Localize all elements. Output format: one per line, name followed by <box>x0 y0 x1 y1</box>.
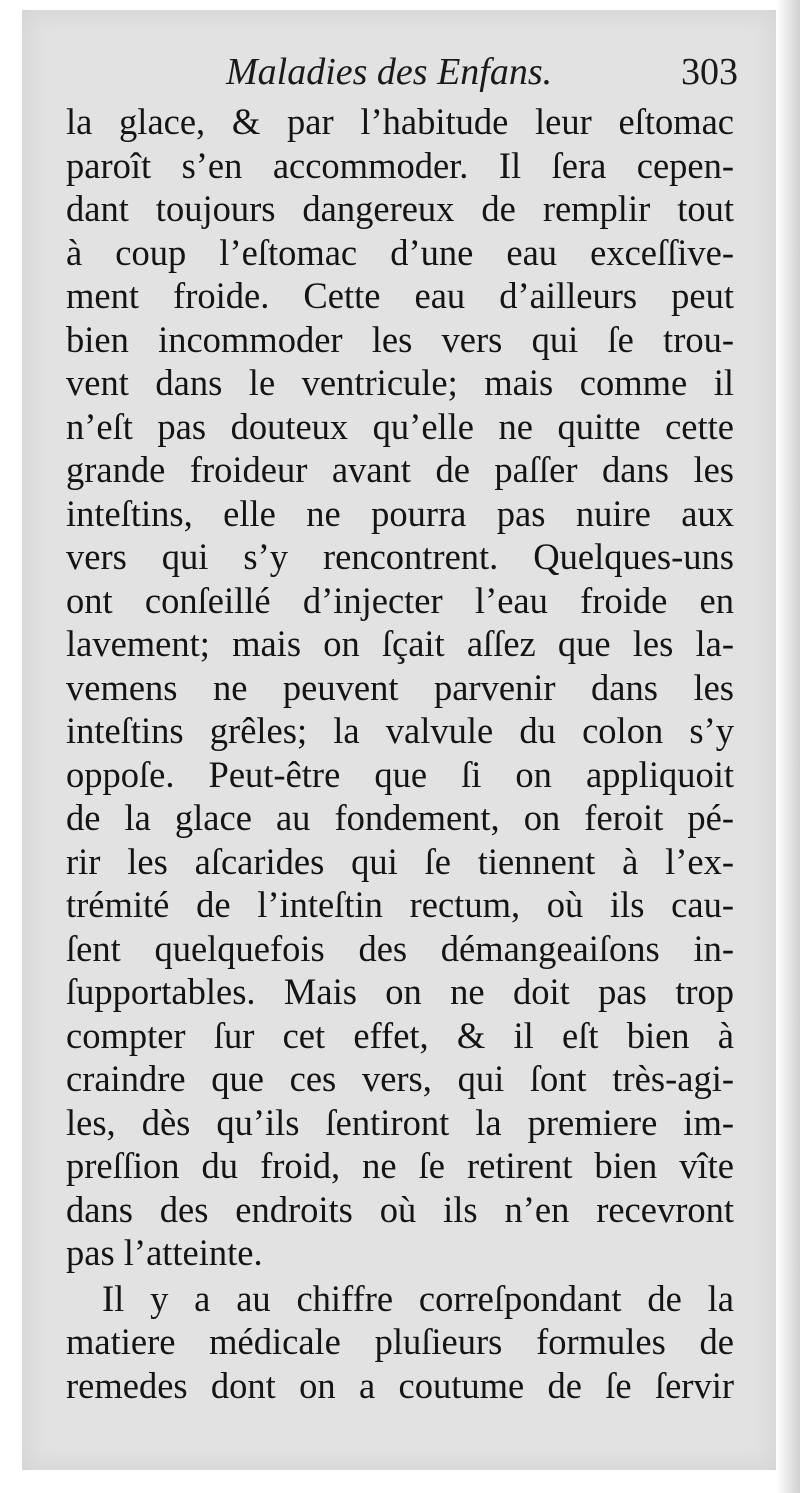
text-line: vemens ne peuvent parvenir dans les <box>66 666 734 708</box>
text-line: paroît s’en accommoder. Il ſera cepen- <box>66 144 734 186</box>
text-line: de la glace au fondement, on feroit pé- <box>66 797 734 838</box>
text-line: à coup l’eſtomac d’une eau exceſſive- <box>66 231 734 273</box>
text-line: les, dès qu’ils ſentiront la premiere im- <box>66 1101 734 1143</box>
text-line: inteſtins, elle ne pourra pas nuire aux <box>66 492 734 534</box>
page-number: 303 <box>681 51 738 93</box>
page-header <box>68 50 738 100</box>
text-line: dant toujours dangereux de remplir tout <box>66 188 734 229</box>
text-line: vers qui s’y rencontrent. Quelques-uns <box>66 536 734 577</box>
text-line: compter ſur cet effet, & il eſt bien à <box>66 1014 734 1056</box>
text-line: grande froideur avant de paſſer dans les <box>66 449 734 490</box>
text-line: bien incommoder les vers qui ſe trou- <box>66 318 734 360</box>
text-line: preſſion du froid, ne ſe retirent bien vîte <box>66 1145 734 1186</box>
text-line: Il y a au chiffre correſpondant de la <box>102 1277 734 1319</box>
text-line: pas l’atteinte. <box>66 1232 263 1273</box>
text-line: trémité de l’inteſtin rectum, où ils cau- <box>66 884 734 925</box>
text-line: oppoſe. Peut-être que ſi on appliquoit <box>66 753 734 795</box>
page-edge-shadow <box>776 0 800 1493</box>
text-line: inteſtins grêles; la valvule du colon s’y <box>66 710 734 751</box>
text-line: la glace, & par l’habitude leur eſtomac <box>66 101 734 142</box>
running-head: Maladies des Enfans. <box>226 51 553 93</box>
paragraph-2 <box>66 1277 734 1408</box>
text-line: ſent quelquefois des démangeaiſons in- <box>66 927 734 969</box>
text-line: vent dans le ventricule; mais comme il <box>66 362 734 403</box>
text-line: craindre que ces vers, qui ſont très-agi- <box>66 1058 734 1099</box>
text-line: rir les aſcarides qui ſe tiennent à l’ex- <box>66 840 734 882</box>
text-line: matiere médicale pluſieurs formules de <box>66 1321 734 1362</box>
text-line: ſupportables. Mais on ne doit pas trop <box>66 971 734 1012</box>
text-line: ment froide. Cette eau d’ailleurs peut <box>66 275 734 316</box>
text-line: dans des endroits où ils n’en recevront <box>66 1188 734 1230</box>
text-line: remedes dont on a coutume de ſe ſervir <box>66 1364 734 1406</box>
text-line: ont conſeillé d’injecter l’eau froide en <box>66 579 734 621</box>
paragraph-1 <box>66 100 734 1275</box>
text-line: n’eſt pas douteux qu’elle ne quitte cette <box>66 405 734 447</box>
body-text <box>66 100 734 1407</box>
text-line: lavement; mais on ſçait aſſez que les la- <box>66 623 734 664</box>
